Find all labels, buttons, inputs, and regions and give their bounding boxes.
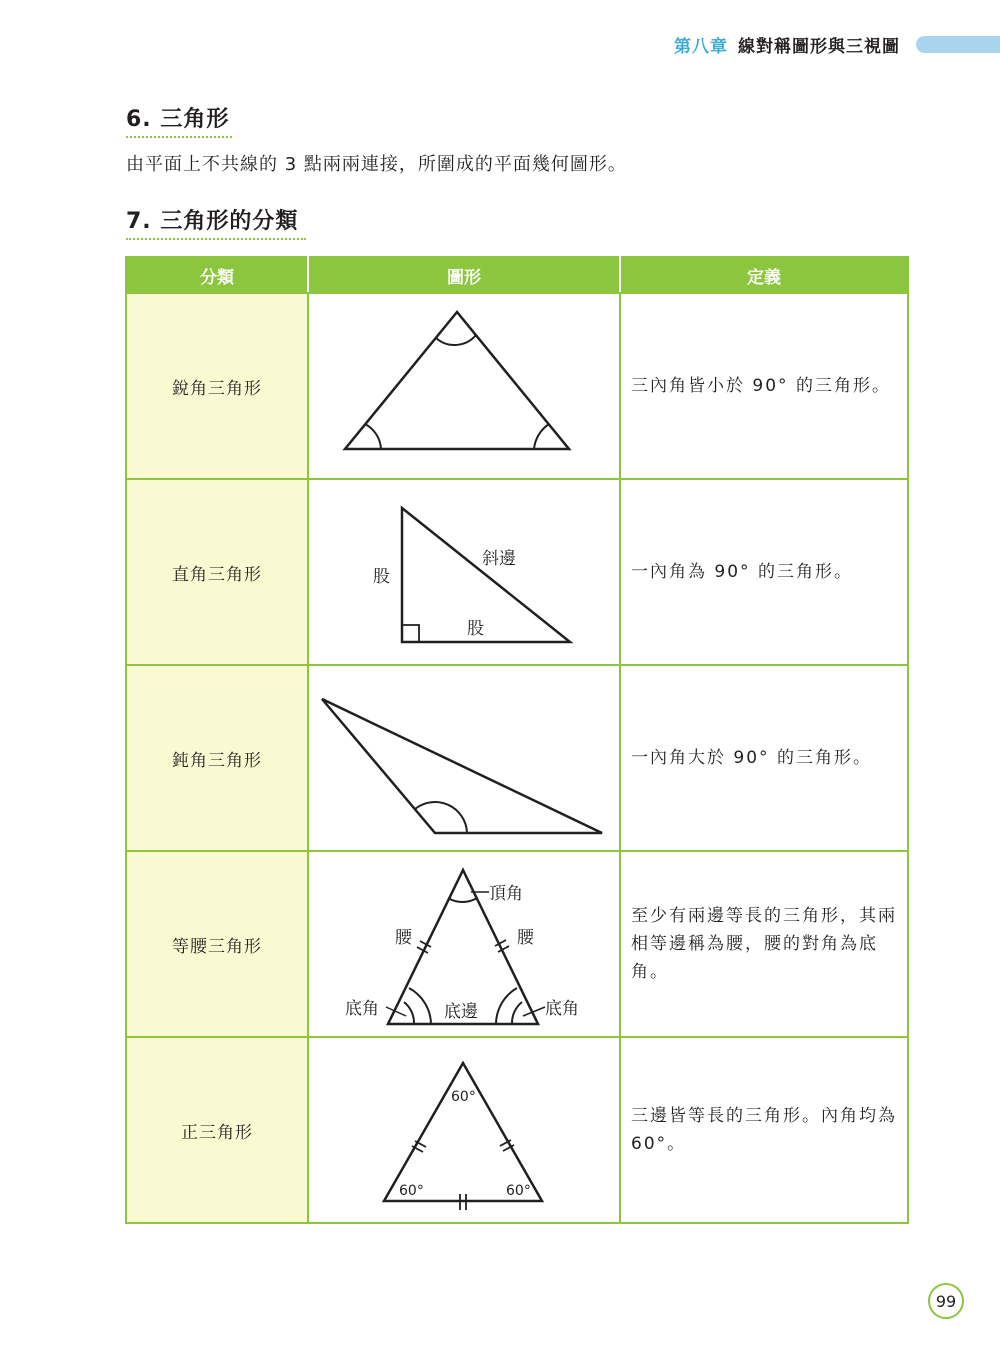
base-label: 底邊	[444, 1002, 478, 1022]
row-category: 直角三角形	[126, 479, 308, 665]
waist-label: 腰	[517, 928, 534, 948]
row-definition: 一內角大於 90° 的三角形。	[620, 665, 908, 851]
angle-60-label: 60°	[399, 1183, 424, 1199]
isosceles-triangle-diagram	[309, 854, 619, 1034]
row-definition: 一內角為 90° 的三角形。	[620, 479, 908, 665]
isosceles-triangle-figure	[308, 851, 620, 1037]
section-7-title	[126, 204, 298, 240]
row-definition: 至少有兩邊等長的三角形，其兩相等邊稱為腰，腰的對角為底角。	[620, 851, 908, 1037]
row-category: 正三角形	[126, 1037, 308, 1223]
section-6-title-text: 6. 三角形	[126, 107, 230, 132]
row-definition: 三內角皆小於 90° 的三角形。	[620, 293, 908, 479]
table-row	[126, 851, 908, 1037]
angle-60-label: 60°	[451, 1089, 476, 1105]
row-category: 鈍角三角形	[126, 665, 308, 851]
obtuse-triangle-figure	[308, 665, 620, 851]
table-row	[126, 293, 908, 479]
header-category: 分類	[126, 257, 308, 293]
waist-label: 腰	[395, 928, 412, 948]
chapter-number: 第八章	[674, 36, 728, 57]
leg-label: 股	[373, 567, 390, 587]
title-underline	[126, 136, 232, 138]
table-row	[126, 665, 908, 851]
equilateral-triangle-figure	[308, 1037, 620, 1223]
apex-angle-label: 頂角	[489, 884, 523, 904]
row-category: 等腰三角形	[126, 851, 308, 1037]
triangle-definition-text: 由平面上不共線的 3 點兩兩連接，所圍成的平面幾何圖形。	[126, 154, 627, 175]
chapter-header	[674, 30, 1000, 58]
title-underline	[126, 238, 306, 240]
header-figure: 圖形	[308, 257, 620, 293]
row-definition: 三邊皆等長的三角形。內角均為 60°。	[620, 1037, 908, 1223]
angle-60-label: 60°	[506, 1183, 531, 1199]
row-category: 銳角三角形	[126, 293, 308, 479]
table-row	[126, 479, 908, 665]
right-triangle-diagram	[309, 482, 619, 662]
header-definition: 定義	[620, 257, 908, 293]
acute-triangle-figure	[308, 293, 620, 479]
base-angle-label: 底角	[345, 999, 379, 1019]
header-tab-bar	[916, 36, 1000, 53]
hypotenuse-label: 斜邊	[482, 549, 516, 569]
section-6-title	[126, 102, 229, 138]
equilateral-triangle-diagram	[309, 1040, 619, 1220]
acute-triangle-diagram	[309, 296, 619, 476]
obtuse-triangle-diagram	[309, 668, 619, 848]
right-triangle-figure	[308, 479, 620, 665]
section-7-title-text: 7. 三角形的分類	[126, 209, 299, 234]
base-angle-label: 底角	[545, 999, 579, 1019]
table-row	[126, 1037, 908, 1223]
triangle-classification-table	[125, 256, 909, 1224]
page-number: 99	[928, 1283, 964, 1319]
table-header-row	[126, 257, 908, 293]
chapter-title: 線對稱圖形與三視圖	[738, 36, 900, 57]
leg-label: 股	[467, 619, 484, 639]
